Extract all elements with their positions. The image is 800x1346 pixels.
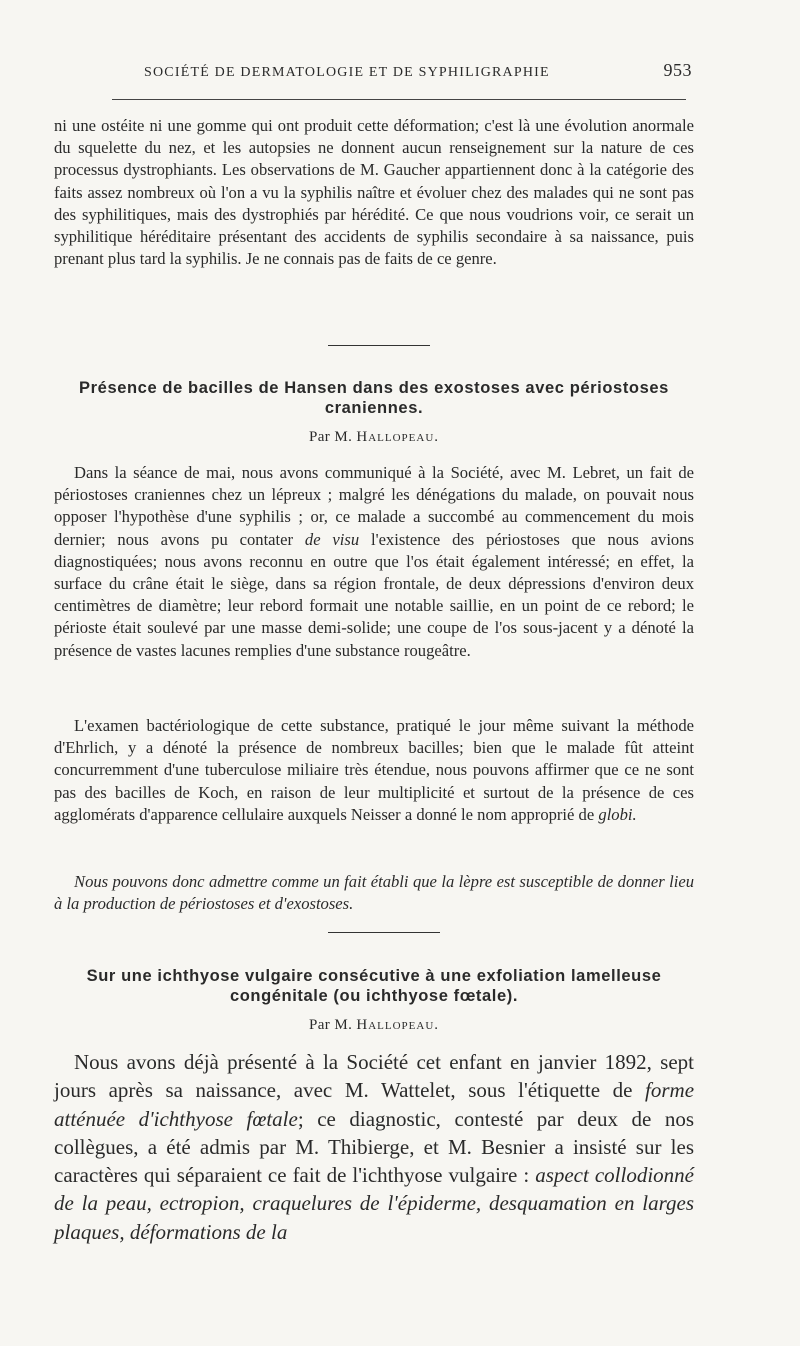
italic-phrase: aspect collodionné de la peau, ectropion, craquelures de l'épiderme, desquamation en larges plaques, déformations de la <box>54 1163 694 1244</box>
italic-phrase: forme atténuée d'ichthyose fœtale <box>54 1078 695 1131</box>
author-name: Hallopeau. <box>356 1017 440 1033</box>
article1-byline <box>54 429 694 446</box>
paragraph-text: ; ce diagnostic, contesté par deux de nos collègues, a été admis par M. Thibierge, et M. Besnier a insisté sur les caractères qui séparaient ce fait de l'ichthyose vulgaire : <box>54 1106 694 1188</box>
byline-prefix: Par M. <box>308 429 353 445</box>
paragraph-text: l'existence des périostoses que nous avions diagnostiquées; nous avons reconnu en outre que l'os était également intéressé; en effet, la surface du crâne était le siège, dans sa région frontale, de deux dépressions d'environ deux centimètres de diamètre; leur rebord formait une notable saillie, en un point de ce rebord; le périoste était soulevé par une masse demi-solide; une coupe de l'os sous-jacent y a dénoté la présence de vastes lacunes remplies d'une substance rougeâtre. <box>54 529 694 660</box>
continuation-paragraph: ni une ostéite ni une gomme qui ont produit cette déformation; c'est là une évolution anormale du squelette du nez, et les autopsies ne donnent aucun renseignement sur la nature de ces processus dystrophiants. Les observations de M. Gaucher appartiennent donc à la catégorie des faits assez nombreux où l'on a vu la syphilis naître et évoluer chez des malades qui ne sont pas des syphilitiques, mais des dystrophiés par hérédité. Ce que nous voudrions voir, ce serait un syphilitique héréditaire présentant des accidents de syphilis secondaire à sa naissance, puis prenant plus tard la syphilis. Je ne connais pas de faits de ce genre. <box>54 116 694 269</box>
header-rule <box>112 99 686 100</box>
running-title: SOCIÉTÉ DE DERMATOLOGIE ET DE SYPHILIGRAPHIE <box>144 65 550 80</box>
article1-title: Présence de bacilles de Hansen dans des exostoses avec périostoses craniennes. <box>79 379 669 417</box>
author-name: Hallopeau. <box>356 429 440 445</box>
article2-title: Sur une ichthyose vulgaire consécutive à une exfoliation lamelleuse congénitale (ou ichthyose fœtale). <box>86 967 662 1005</box>
byline-prefix: Par M. <box>308 1017 353 1033</box>
section-divider <box>328 932 440 933</box>
italic-phrase: de visu <box>304 529 360 549</box>
article2-byline <box>54 1017 694 1034</box>
article2-paragraph-1 <box>54 1048 694 1246</box>
paragraph-text: L'examen bactériologique de cette substance, pratiqué le jour même suivant la méthode d'Ehrlich, y a dénoté la présence de nombreux bacilles; bien que le malade fût atteint concurremment d'une tuberculose miliaire très étendue, nous pouvons affirmer que ce ne sont pas des bacilles de Koch, en raison de leur multiplicité et surtout de la présence de ces agglomérats d'apparence cellulaire auxquels Neisser a donné le nom approprié de <box>54 716 694 824</box>
page-number: 953 <box>663 60 692 80</box>
section-divider <box>328 345 430 346</box>
article1-paragraph-1 <box>54 462 694 662</box>
italic-phrase: globi. <box>598 804 637 824</box>
paragraph-text: Nous avons déjà présenté à la Société cet enfant en janvier 1892, sept jours après sa naissance, avec M. Wattelet, sous l'étiquette de <box>54 1050 694 1103</box>
article1-paragraph-2 <box>54 715 694 826</box>
paragraph-text: Dans la séance de mai, nous avons communiqué à la Société, avec M. Lebret, un fait de périostoses craniennes chez un lépreux ; malgré les dénégations du malade, on pouvait nous opposer l'hypothèse d'une syphilis ; or, ce malade a succombé au commencement du mois dernier; nous avons pu contater <box>54 463 694 549</box>
article1-conclusion: Nous pouvons donc admettre comme un fait établi que la lèpre est susceptible de donner lieu à la production de périostoses et d'exostoses. <box>54 872 694 914</box>
